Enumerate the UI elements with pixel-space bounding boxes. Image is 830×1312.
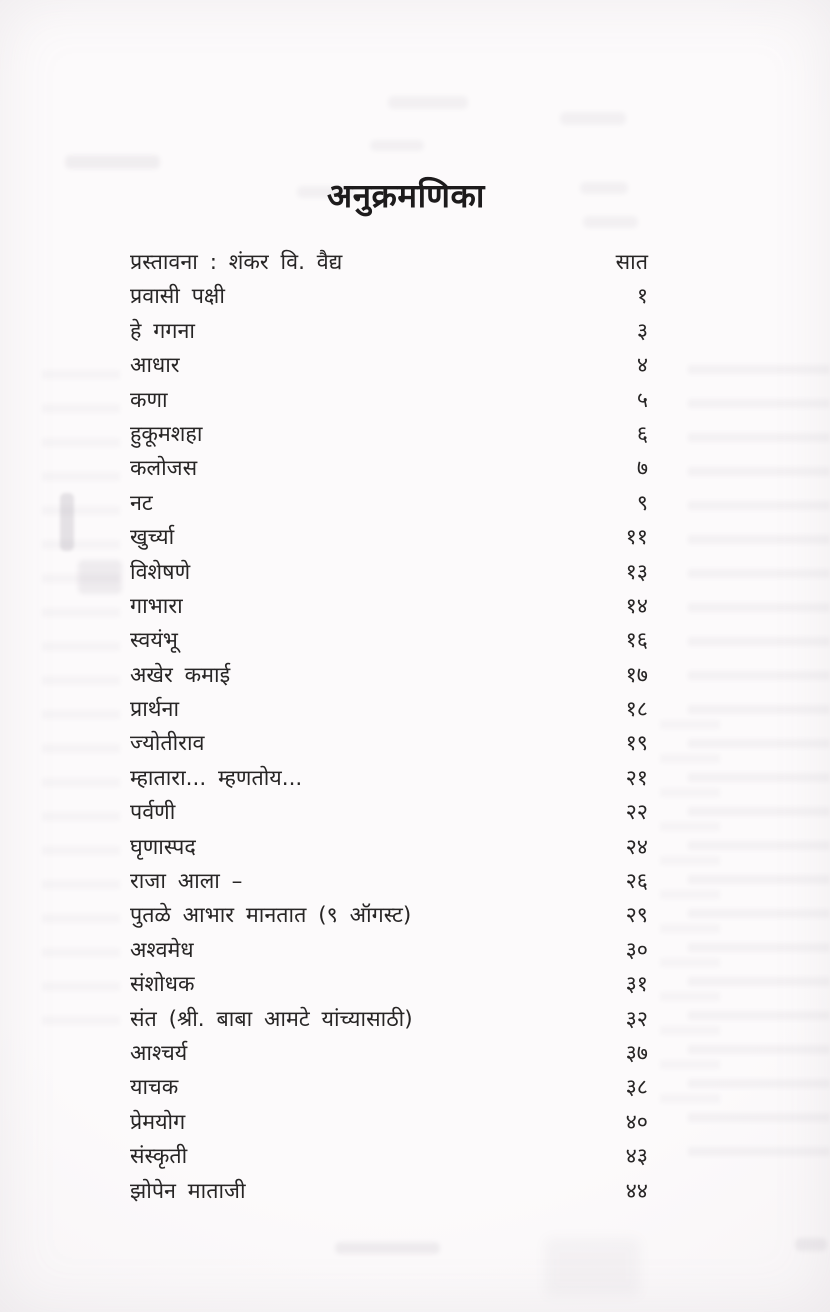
toc-row [130, 762, 648, 796]
toc-entry-page-number: ४४ [625, 1178, 648, 1204]
bleed-through-smudge [335, 1242, 440, 1254]
toc-row [130, 831, 648, 865]
toc-entry-page-number: २१ [625, 765, 648, 791]
toc-row [130, 899, 648, 933]
toc-entry-page-number: १९ [625, 731, 648, 757]
toc-entry-title: स्वयंभू [130, 628, 178, 654]
toc-entry-title: म्हातारा... म्हणतोय... [130, 765, 303, 791]
toc-entry-title: प्रार्थना [130, 697, 180, 723]
toc-entry-page-number: २२ [625, 800, 648, 826]
toc-entry-title: कलोजस [130, 456, 198, 482]
toc-row [130, 556, 648, 590]
toc-entry-title: पुतळे आभार मानतात (९ ऑगस्ट) [130, 903, 412, 929]
toc-row [130, 624, 648, 658]
toc-row [130, 659, 648, 693]
toc-entry-page-number: ७ [636, 456, 648, 482]
toc-entry-page-number: ४० [625, 1109, 648, 1135]
toc-entry-title: प्रेमयोग [130, 1109, 186, 1135]
toc-entry-title: पर्वणी [130, 800, 176, 826]
bleed-through-smudge [583, 216, 638, 228]
bleed-through-text-column [660, 700, 720, 1120]
bleed-through-smudge [65, 155, 160, 169]
toc-row [130, 1140, 648, 1174]
toc-entry-title: गाभारा [130, 593, 183, 619]
toc-row [130, 521, 648, 555]
scan-edge-mark [60, 493, 74, 551]
toc-entry-page-number: ३२ [625, 1006, 648, 1032]
toc-entry-page-number: १६ [625, 628, 648, 654]
toc-row [130, 693, 648, 727]
bleed-through-smudge [580, 182, 628, 194]
toc-entry-page-number: ३१ [625, 972, 648, 998]
toc-entry-title: खुर्च्या [130, 525, 175, 551]
bleed-through-smudge [560, 112, 626, 125]
bleed-through-smudge [795, 1238, 827, 1251]
toc-entry-title: आश्चर्य [130, 1040, 188, 1066]
bleed-through-text-column [42, 350, 120, 1050]
toc-entry-page-number: ३ [636, 318, 648, 344]
toc-row [130, 1037, 648, 1071]
toc-entry-title: संशोधक [130, 972, 195, 998]
toc-row [130, 968, 648, 1002]
bleed-through-smudge [370, 140, 424, 151]
bleed-through-text-column [688, 345, 830, 1175]
toc-entry-title: हुकूमशहा [130, 421, 203, 447]
toc-row [130, 349, 648, 383]
toc-entry-page-number: ३७ [625, 1040, 648, 1066]
toc-row [130, 280, 648, 314]
toc-entry-title: झोपेन माताजी [130, 1178, 246, 1204]
toc-row [130, 727, 648, 761]
toc-entry-title: संत (श्री. बाबा आमटे यांच्यासाठी) [130, 1006, 413, 1032]
toc-entry-page-number: २४ [625, 834, 648, 860]
toc-row [130, 452, 648, 486]
bleed-through-smudge [78, 560, 122, 594]
toc-entry-page-number: १३ [625, 559, 648, 585]
toc-entry-title: हे गगना [130, 318, 195, 344]
toc-entry-title: कणा [130, 387, 168, 413]
toc-entry-page-number: सात [615, 250, 648, 275]
toc-row [130, 418, 648, 452]
toc-entry-title: संस्कृती [130, 1144, 188, 1170]
toc-entry-page-number: ११ [625, 525, 648, 551]
toc-row [130, 1106, 648, 1140]
toc-entry-page-number: १ [636, 284, 648, 310]
toc-row [130, 1175, 648, 1209]
toc-entry-title: प्रवासी पक्षी [130, 284, 225, 310]
toc-entry-title: अखेर कमाई [130, 662, 231, 688]
toc-entry-title: नट [130, 490, 153, 516]
bleed-through-smudge [545, 1238, 640, 1296]
toc-entry-title: विशेषणे [130, 559, 191, 585]
toc-entry-page-number: ३८ [625, 1075, 648, 1101]
toc-row [130, 934, 648, 968]
toc-row [130, 1003, 648, 1037]
toc-entry-page-number: २९ [625, 903, 648, 929]
toc-row [130, 796, 648, 830]
toc-entry-page-number: १४ [625, 593, 648, 619]
bleed-through-smudge [388, 96, 468, 109]
toc-entry-title: प्रस्तावना : शंकर वि. वैद्य [130, 250, 343, 275]
toc-list [130, 246, 648, 1209]
toc-row [130, 590, 648, 624]
toc-entry-page-number: ५ [636, 387, 648, 413]
toc-row [130, 246, 648, 280]
toc-entry-page-number: १८ [625, 697, 648, 723]
toc-entry-page-number: ६ [636, 421, 648, 447]
toc-entry-title: घृणास्पद [130, 834, 196, 860]
toc-entry-title: राजा आला – [130, 869, 243, 895]
toc-row [130, 865, 648, 899]
toc-row [130, 315, 648, 349]
toc-row [130, 487, 648, 521]
toc-entry-page-number: ९ [636, 490, 648, 516]
toc-entry-page-number: ४ [636, 353, 648, 379]
toc-row [130, 1071, 648, 1105]
toc-entry-page-number: ३० [625, 937, 648, 963]
toc-entry-page-number: ४३ [625, 1144, 648, 1170]
toc-row [130, 384, 648, 418]
page-title: अनुक्रमणिका [327, 176, 485, 215]
toc-entry-page-number: २६ [625, 869, 648, 895]
toc-entry-title: ज्योतीराव [130, 731, 205, 757]
toc-entry-title: याचक [130, 1075, 179, 1101]
toc-entry-title: अश्वमेध [130, 937, 194, 963]
toc-entry-page-number: १७ [625, 662, 648, 688]
toc-entry-title: आधार [130, 353, 180, 379]
